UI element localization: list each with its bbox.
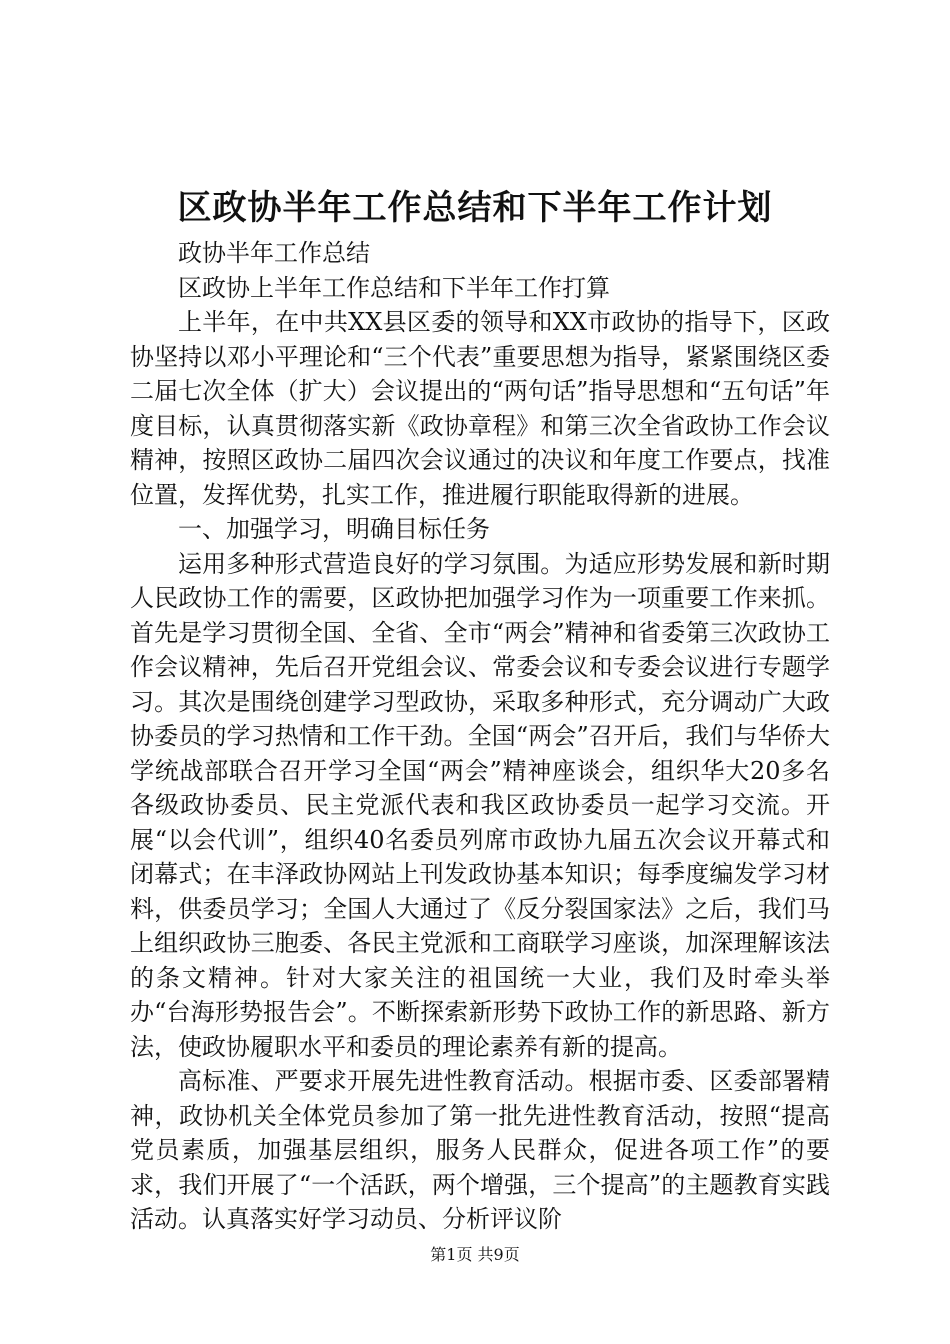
paragraph: 政协半年工作总结 xyxy=(178,239,370,267)
page-number: 第1页 共9页 xyxy=(430,1245,520,1264)
paragraph: 区政协上半年工作总结和下半年工作打算 xyxy=(178,273,610,302)
paragraph: 运用多种形式营造良好的学习氛围。为适应形势发展和新时期人民政协工作的需要，区政协把加强学习作为一项重要工作来抓。首先是学习贯彻全国、全省、全市“两会”精神和省委第三次政协工作会议精神，先后召开党组会议、常委会议和专委会议进行专题学习。其次是围绕创建学习型政协，采取多种形式，充分调动广大政协委员的学习热情和工作干劲。全国“两会”召开后，我们与华侨大学统战部联合召开学习全国“两会”精神座谈会，组织华大20多名各级政协委员、民主党派代表和我区政协委员一起学习交流。开展“以会代训”，组织40名委员列席市政协九届五次会议开幕式和闭幕式；在丰泽政协网站上刊发政协基本知识；每季度编发学习材料，供委员学习；全国人大通过了《反分裂国家法》之后，我们马上组织政协三胞委、各民主党派和工商联学习座谈，加深理解该法的条文精神。针对大家关注的祖国统一大业，我们及时牵头举办“台海形势报告会”。不断探索新形势下政协工作的新思路、新方法，使政协履职水平和委员的理论素养有新的提高。 xyxy=(130,549,830,1061)
paragraph: 上半年，在中共XX县区委的领导和XX市政协的指导下，区政协坚持以邓小平理论和“三个代表”重要思想为指导，紧紧围绕区委二届七次全体（扩大）会议提出的“两句话”指导思想和“五句话”年度目标，认真贯彻落实新《政协章程》和第三次全省政协工作会议精神，按照区政协二届四次会议通过的决议和年度工作要点，找准位置，发挥优势，扎实工作，推进履行职能取得新的进展。 xyxy=(130,308,830,509)
document-body xyxy=(130,236,830,1237)
section-heading: 一、加强学习，明确目标任务 xyxy=(178,515,490,543)
document-title: 区政协半年工作总结和下半年工作计划 xyxy=(177,188,773,228)
paragraph: 高标准、严要求开展先进性教育活动。根据市委、区委部署精神，政协机关全体党员参加了第一批先进性教育活动，按照“提高党员素质，加强基层组织，服务人民群众，促进各项工作”的要求，我们开展了“一个活跃，两个增强，三个提高”的主题教育实践活动。认真落实好学习动员、分析评议阶 xyxy=(130,1067,830,1233)
